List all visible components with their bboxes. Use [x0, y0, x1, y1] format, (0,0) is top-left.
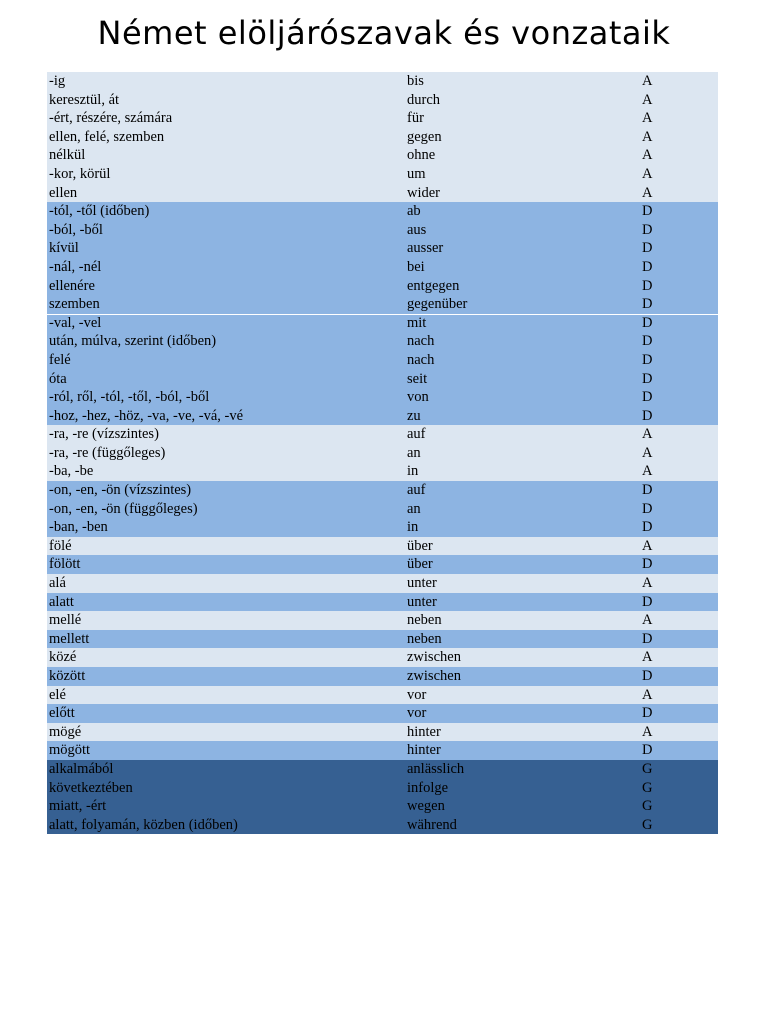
case-cell: D [642, 519, 653, 536]
table-row [47, 444, 718, 463]
case-cell: A [642, 686, 653, 703]
case-cell: G [642, 798, 653, 815]
table-row [47, 239, 718, 258]
case-cell: D [642, 630, 653, 647]
hungarian-cell: -kor, körül [49, 165, 111, 182]
german-preposition-cell: ausser [407, 240, 444, 257]
table-row [47, 109, 718, 128]
table-row [47, 91, 718, 110]
german-preposition-cell: vor [407, 705, 427, 722]
german-preposition-cell: unter [407, 575, 437, 592]
german-preposition-cell: wider [407, 184, 441, 201]
german-preposition-cell: vor [407, 686, 427, 703]
hungarian-cell: óta [49, 370, 67, 387]
table-row [47, 704, 718, 723]
case-cell: A [642, 575, 653, 592]
german-preposition-cell: zu [407, 407, 421, 424]
case-cell: D [642, 593, 653, 610]
german-preposition-cell: aus [407, 221, 427, 238]
hungarian-cell: keresztül, át [49, 91, 120, 108]
hungarian-cell: -ról, ről, -tól, -től, -ból, -ből [49, 389, 210, 406]
table-row [47, 481, 718, 500]
hungarian-cell: között [49, 668, 86, 684]
table-row [47, 667, 718, 686]
table-row [47, 221, 718, 240]
case-cell: G [642, 816, 653, 833]
hungarian-cell: felé [49, 351, 71, 368]
german-preposition-cell: auf [407, 426, 426, 443]
case-cell: D [642, 370, 653, 387]
table-row [47, 816, 718, 835]
hungarian-cell: ellen, felé, szemben [49, 128, 165, 145]
hungarian-cell: -on, -en, -ön (függőleges) [49, 500, 198, 517]
table-row [47, 741, 718, 760]
table-row [47, 351, 718, 370]
table-row [47, 425, 718, 444]
table-row [47, 184, 718, 203]
german-preposition-cell: infolge [407, 779, 449, 796]
page-title: Német elöljárószavak és vonzataik [97, 14, 671, 52]
case-cell: D [642, 482, 653, 499]
german-preposition-cell: an [407, 444, 421, 461]
german-preposition-cell: in [407, 519, 419, 536]
case-cell: A [642, 128, 653, 145]
case-cell: A [642, 537, 653, 554]
german-preposition-cell: von [407, 389, 429, 406]
case-cell: A [642, 463, 653, 480]
case-cell: A [642, 147, 653, 164]
case-cell: D [642, 705, 653, 722]
hungarian-cell: alá [49, 575, 66, 592]
hungarian-cell: alatt, folyamán, közben (időben) [49, 816, 238, 833]
case-cell: D [642, 258, 653, 275]
case-cell: D [642, 314, 653, 331]
hungarian-cell: ellenére [49, 277, 95, 294]
german-preposition-cell: anlässlich [407, 760, 465, 777]
hungarian-cell: ellen [49, 184, 78, 201]
hungarian-cell: fölé [49, 537, 72, 554]
german-preposition-cell: über [407, 556, 433, 573]
hungarian-cell: -hoz, -hez, -höz, -va, -ve, -vá, -vé [49, 407, 244, 424]
hungarian-cell: -ig [49, 73, 66, 89]
hungarian-cell: kívül [49, 240, 79, 257]
german-preposition-cell: für [407, 110, 424, 127]
german-preposition-cell: hinter [407, 723, 441, 740]
hungarian-cell: mögé [49, 723, 82, 740]
german-preposition-cell: entgegen [407, 277, 460, 294]
case-cell: D [642, 277, 653, 294]
case-cell: A [642, 110, 653, 127]
german-preposition-cell: neben [407, 612, 442, 629]
case-cell: D [642, 742, 653, 759]
hungarian-cell: után, múlva, szerint (időben) [49, 333, 217, 350]
table-row [47, 258, 718, 277]
hungarian-cell: szemben [49, 296, 100, 313]
hungarian-cell: -ból, -ből [49, 221, 103, 238]
table-row [47, 555, 718, 574]
case-cell: D [642, 389, 653, 406]
case-cell: D [642, 351, 653, 368]
table-row [47, 146, 718, 165]
german-preposition-cell: gegen [407, 128, 442, 145]
hungarian-cell: mellett [49, 630, 90, 647]
table-row [47, 72, 718, 91]
table-row [47, 779, 718, 798]
german-preposition-cell: seit [407, 370, 428, 387]
case-cell: A [642, 91, 653, 108]
table-row [47, 370, 718, 389]
case-cell: A [642, 426, 653, 443]
case-cell: D [642, 556, 653, 573]
hungarian-cell: -ért, részére, számára [49, 110, 173, 127]
table-row [47, 723, 718, 742]
table-row [47, 574, 718, 593]
table-row [47, 165, 718, 184]
german-preposition-cell: über [407, 537, 433, 554]
hungarian-cell: -val, -vel [49, 314, 102, 331]
german-preposition-cell: in [407, 463, 419, 480]
case-cell: D [642, 407, 653, 424]
german-preposition-cell: bei [407, 258, 425, 275]
hungarian-cell: nélkül [49, 147, 86, 164]
table-row [47, 518, 718, 537]
table-row [47, 686, 718, 705]
case-cell: A [642, 612, 653, 629]
german-preposition-cell: mit [407, 314, 427, 331]
case-cell: D [642, 221, 653, 238]
case-cell: D [642, 240, 653, 257]
table-row [47, 797, 718, 816]
german-preposition-cell: ab [407, 203, 421, 220]
preposition-table [47, 72, 718, 834]
case-cell: A [642, 723, 653, 740]
table-row [47, 202, 718, 221]
german-preposition-cell: nach [407, 333, 435, 350]
table-row [47, 388, 718, 407]
case-cell: D [642, 333, 653, 350]
german-preposition-cell: wegen [407, 798, 445, 815]
table-row [47, 593, 718, 612]
case-cell: G [642, 760, 653, 777]
case-cell: D [642, 668, 653, 684]
hungarian-cell: fölött [49, 556, 81, 573]
german-preposition-cell: ohne [407, 147, 436, 164]
german-preposition-cell: auf [407, 482, 426, 499]
hungarian-cell: -ba, -be [49, 463, 94, 480]
hungarian-cell: alatt [49, 593, 74, 610]
case-cell: G [642, 779, 653, 796]
german-preposition-cell: an [407, 500, 421, 517]
german-preposition-cell: hinter [407, 742, 441, 759]
table-row [47, 611, 718, 630]
table-row [47, 500, 718, 519]
german-preposition-cell: gegenüber [407, 296, 468, 313]
hungarian-cell: következtében [49, 779, 133, 796]
german-preposition-cell: nach [407, 351, 435, 368]
hungarian-cell: közé [49, 649, 77, 666]
table-row [47, 537, 718, 556]
hungarian-cell: -nál, -nél [49, 258, 102, 275]
hungarian-cell: -ra, -re (vízszintes) [49, 426, 159, 443]
hungarian-cell: -on, -en, -ön (vízszintes) [49, 482, 192, 499]
german-preposition-cell: neben [407, 630, 442, 647]
hungarian-cell: miatt, -ért [49, 798, 107, 815]
case-cell: A [642, 444, 653, 461]
table-row [47, 462, 718, 481]
hungarian-cell: -tól, -től (időben) [49, 203, 150, 220]
german-preposition-cell: zwischen [407, 668, 461, 684]
german-preposition-cell: um [407, 165, 426, 182]
hungarian-cell: elé [49, 686, 66, 703]
table-row [47, 128, 718, 147]
german-preposition-cell: zwischen [407, 649, 461, 666]
german-preposition-cell: bis [407, 73, 424, 89]
case-cell: A [642, 73, 653, 89]
german-preposition-cell: während [407, 816, 457, 833]
hungarian-cell: -ra, -re (függőleges) [49, 444, 166, 461]
hungarian-cell: alkalmából [49, 760, 114, 777]
german-preposition-cell: durch [407, 91, 441, 108]
table-row [47, 648, 718, 667]
hungarian-cell: előtt [49, 705, 75, 722]
case-cell: A [642, 165, 653, 182]
table-row [47, 630, 718, 649]
german-preposition-cell: unter [407, 593, 437, 610]
case-cell: A [642, 184, 653, 201]
table-row [47, 314, 718, 333]
case-cell: A [642, 649, 653, 666]
table-row [47, 277, 718, 296]
hungarian-cell: mögött [49, 742, 91, 759]
case-cell: D [642, 296, 653, 313]
case-cell: D [642, 500, 653, 517]
case-cell: D [642, 203, 653, 220]
table-row [47, 760, 718, 779]
table-row [47, 407, 718, 426]
table-row [47, 295, 718, 314]
hungarian-cell: -ban, -ben [49, 519, 108, 536]
hungarian-cell: mellé [49, 612, 82, 629]
table-row [47, 332, 718, 351]
